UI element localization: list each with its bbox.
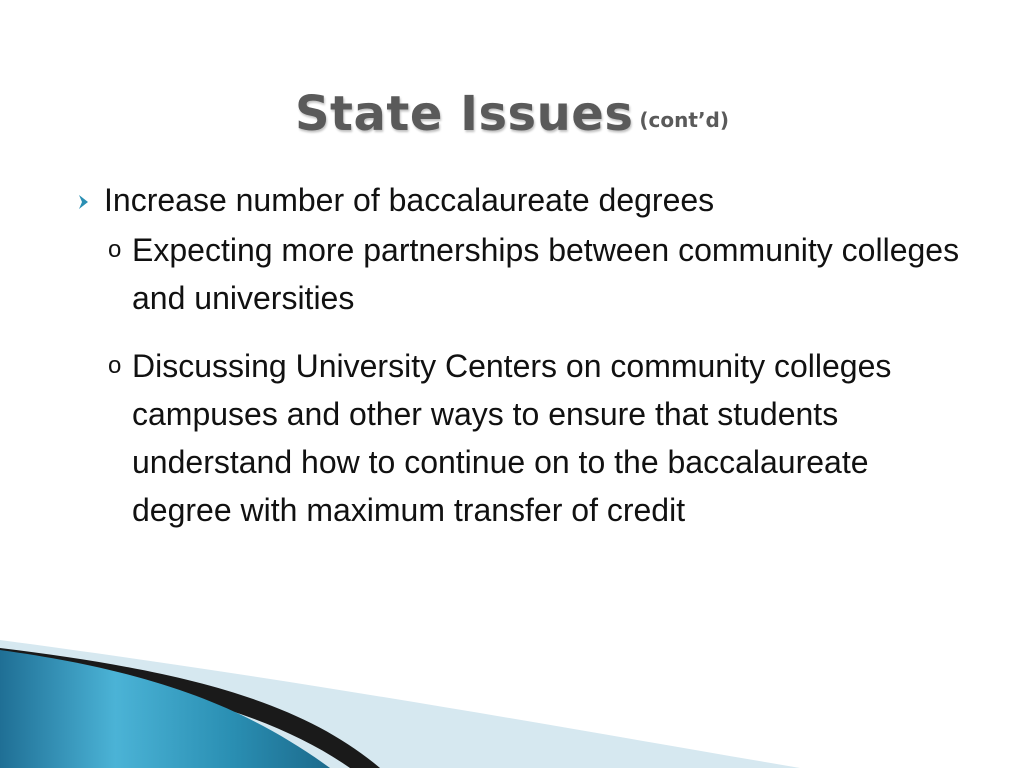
sub-bullet-text: Expecting more partnerships between community colleges and universities (132, 232, 960, 316)
sub-bullet-item (74, 342, 974, 534)
bullet-list (74, 180, 974, 534)
sub-bullet-text: Discussing University Centers on community colleges campuses and other ways to ensure that students understand how to continue on to the baccalaureate degree with maximum transfer of credit (132, 348, 892, 528)
bullet-item (74, 180, 974, 220)
bullet-text: Increase number of baccalaureate degrees (104, 182, 715, 218)
arrowhead-bullet-icon (74, 193, 92, 211)
slide-title-block (0, 86, 1024, 142)
circle-bullet-icon: o (108, 352, 122, 379)
sub-bullet-item (74, 226, 974, 322)
slide-subtitle: (cont’d) (639, 108, 729, 132)
slide-title: State Issues (294, 86, 634, 142)
circle-bullet-icon: o (108, 236, 122, 263)
